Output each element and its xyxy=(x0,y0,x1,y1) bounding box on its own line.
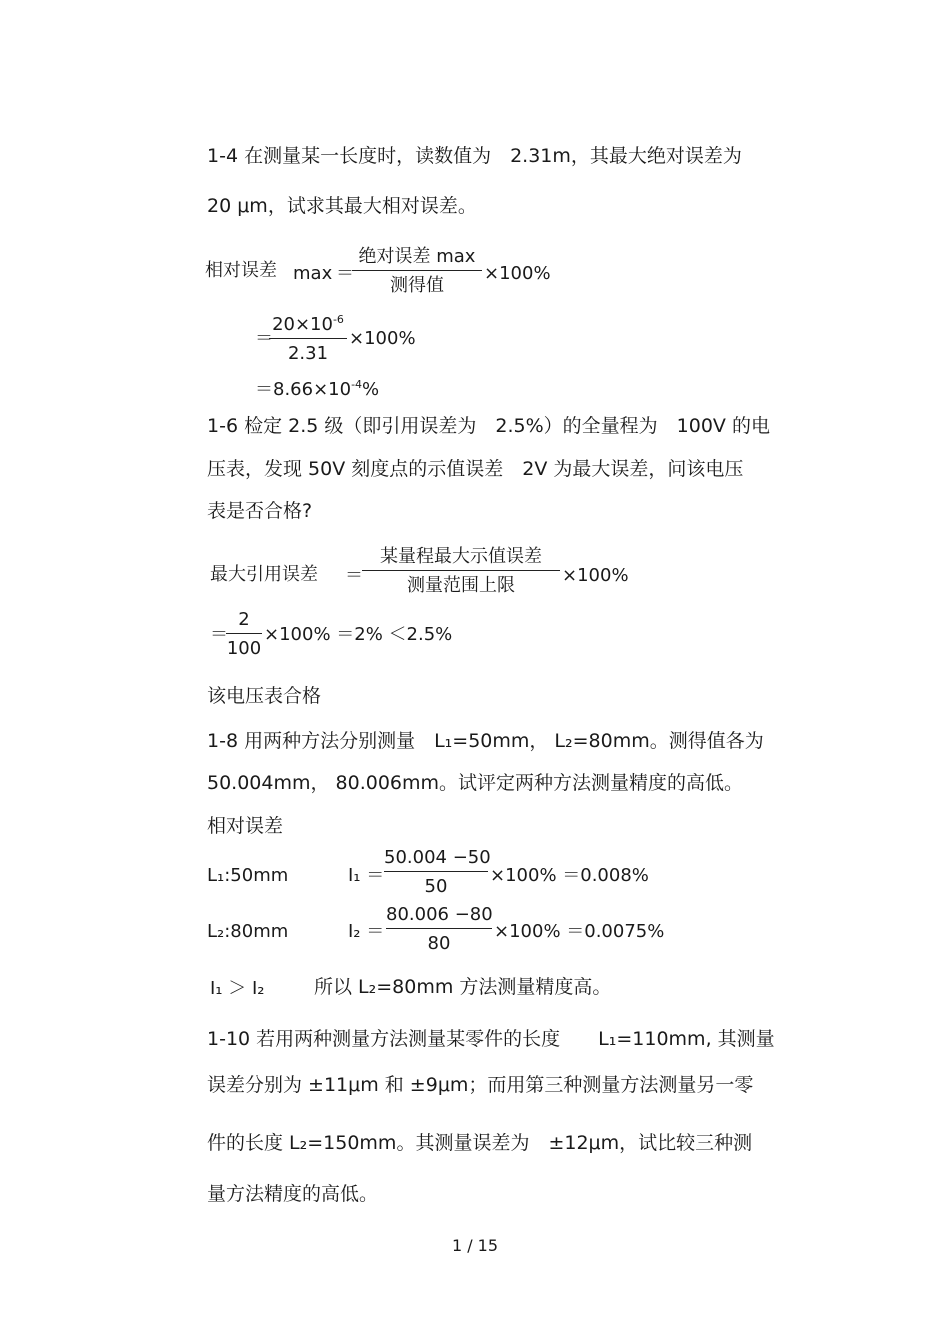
equals-sign: ＝ xyxy=(255,328,273,349)
times-100-percent: ×100% xyxy=(349,328,416,349)
comparison-conclusion: 所以 L₂=80mm 方法测量精度高。 xyxy=(314,976,612,998)
fraction-numerator: 2 xyxy=(238,609,250,630)
fraction-bar xyxy=(226,633,262,634)
fraction-bar xyxy=(384,871,488,872)
problem-1-8-line-1: 1-8 用两种方法分别测量 L₁=50mm， L₂=80mm。测得值各为 xyxy=(207,730,764,752)
fraction-denominator: 50 xyxy=(424,876,448,897)
fraction-abs-error-over-measured xyxy=(352,246,482,297)
times-100-percent: ×100% xyxy=(562,565,629,586)
fraction-20e-6-over-2-31 xyxy=(269,309,347,365)
page-number: 1 / 15 xyxy=(451,1236,499,1255)
problem-1-10-line-2: 误差分别为 ±11μm 和 ±9μm；而用第三种测量方法测量另一零 xyxy=(207,1074,754,1096)
fraction-bar xyxy=(352,270,482,271)
fraction-numerator: 某量程最大示值误差 xyxy=(380,546,542,567)
fraction-bar xyxy=(269,338,347,339)
problem-1-6-line-2: 压表，发现 50V 刻度点的示值误差 2V 为最大误差，问该电压 xyxy=(207,458,744,480)
problem-1-6-line-3: 表是否合格? xyxy=(207,500,313,522)
fraction-denominator: 80 xyxy=(427,933,451,954)
problem-1-6-line-1: 1-6 检定 2.5 级（即引用误差为 2.5%）的全量程为 100V 的电 xyxy=(207,415,770,437)
row-l1-label: L₁:50mm xyxy=(207,865,289,886)
fraction-denominator: 2.31 xyxy=(287,343,329,364)
problem-1-8-line-2: 50.004mm， 80.006mm。试评定两种方法测量精度的高低。 xyxy=(207,772,744,794)
problem-1-10-line-4: 量方法精度的高低。 xyxy=(207,1183,379,1205)
problem-1-4-line-2: 20 μm，试求其最大相对误差。 xyxy=(207,195,477,217)
result-comparison: ×100% ＝2% ＜2.5% xyxy=(264,624,453,645)
fraction-numerator: $20\times 10^{-6}$ xyxy=(272,313,344,335)
fraction-bar xyxy=(386,928,492,929)
row-l2-result: ×100% ＝0.0075% xyxy=(494,921,665,942)
equals-sign: ＝ xyxy=(210,624,228,645)
relative-error-label: 相对误差 xyxy=(205,260,277,281)
row-l1-result: ×100% ＝0.008% xyxy=(490,865,649,886)
times-100-percent: ×100% xyxy=(484,263,551,284)
fraction-numerator: 绝对误差 max xyxy=(358,246,476,267)
row-l2-label: L₂:80mm xyxy=(207,921,289,942)
fraction-2-over-100 xyxy=(226,609,262,660)
fraction-denominator: 100 xyxy=(226,638,262,659)
problem-1-4-line-1: 1-4 在测量某一长度时，读数值为 2.31m，其最大绝对误差为 xyxy=(207,145,742,167)
row-l1-variable: I₁ ＝ xyxy=(348,865,385,886)
equals-sign: ＝ xyxy=(336,263,354,284)
fraction-denominator: 测量范围上限 xyxy=(407,575,515,596)
comparison-expression: I₁ ＞ I₂ xyxy=(210,978,265,999)
max-subscript: max xyxy=(293,263,333,284)
conclusion-text: 该电压表合格 xyxy=(207,685,322,707)
relative-error-label: 相对误差 xyxy=(207,815,284,837)
equals-sign: ＝ xyxy=(345,565,363,586)
problem-1-10-line-1: 1-10 若用两种测量方法测量某零件的长度 L₁=110mm, 其测量 xyxy=(207,1028,775,1050)
fraction-denominator: 测得值 xyxy=(390,275,444,296)
fraction-numerator: 50.004 −50 xyxy=(384,847,491,868)
problem-1-10-line-3: 件的长度 L₂=150mm。其测量误差为 ±12μm，试比较三种测 xyxy=(207,1132,753,1154)
fraction-bar xyxy=(362,570,560,571)
fraction-numerator: 80.006 −80 xyxy=(386,904,493,925)
fraction-l2-error xyxy=(386,904,492,955)
fraction-max-indication-error-over-range xyxy=(362,546,560,597)
row-l2-variable: I₂ ＝ xyxy=(348,921,385,942)
result-line: $=8.66\times 10^{-4}\%$ xyxy=(255,378,380,400)
max-reference-error-label: 最大引用误差 xyxy=(210,564,318,585)
fraction-l1-error xyxy=(384,847,491,898)
